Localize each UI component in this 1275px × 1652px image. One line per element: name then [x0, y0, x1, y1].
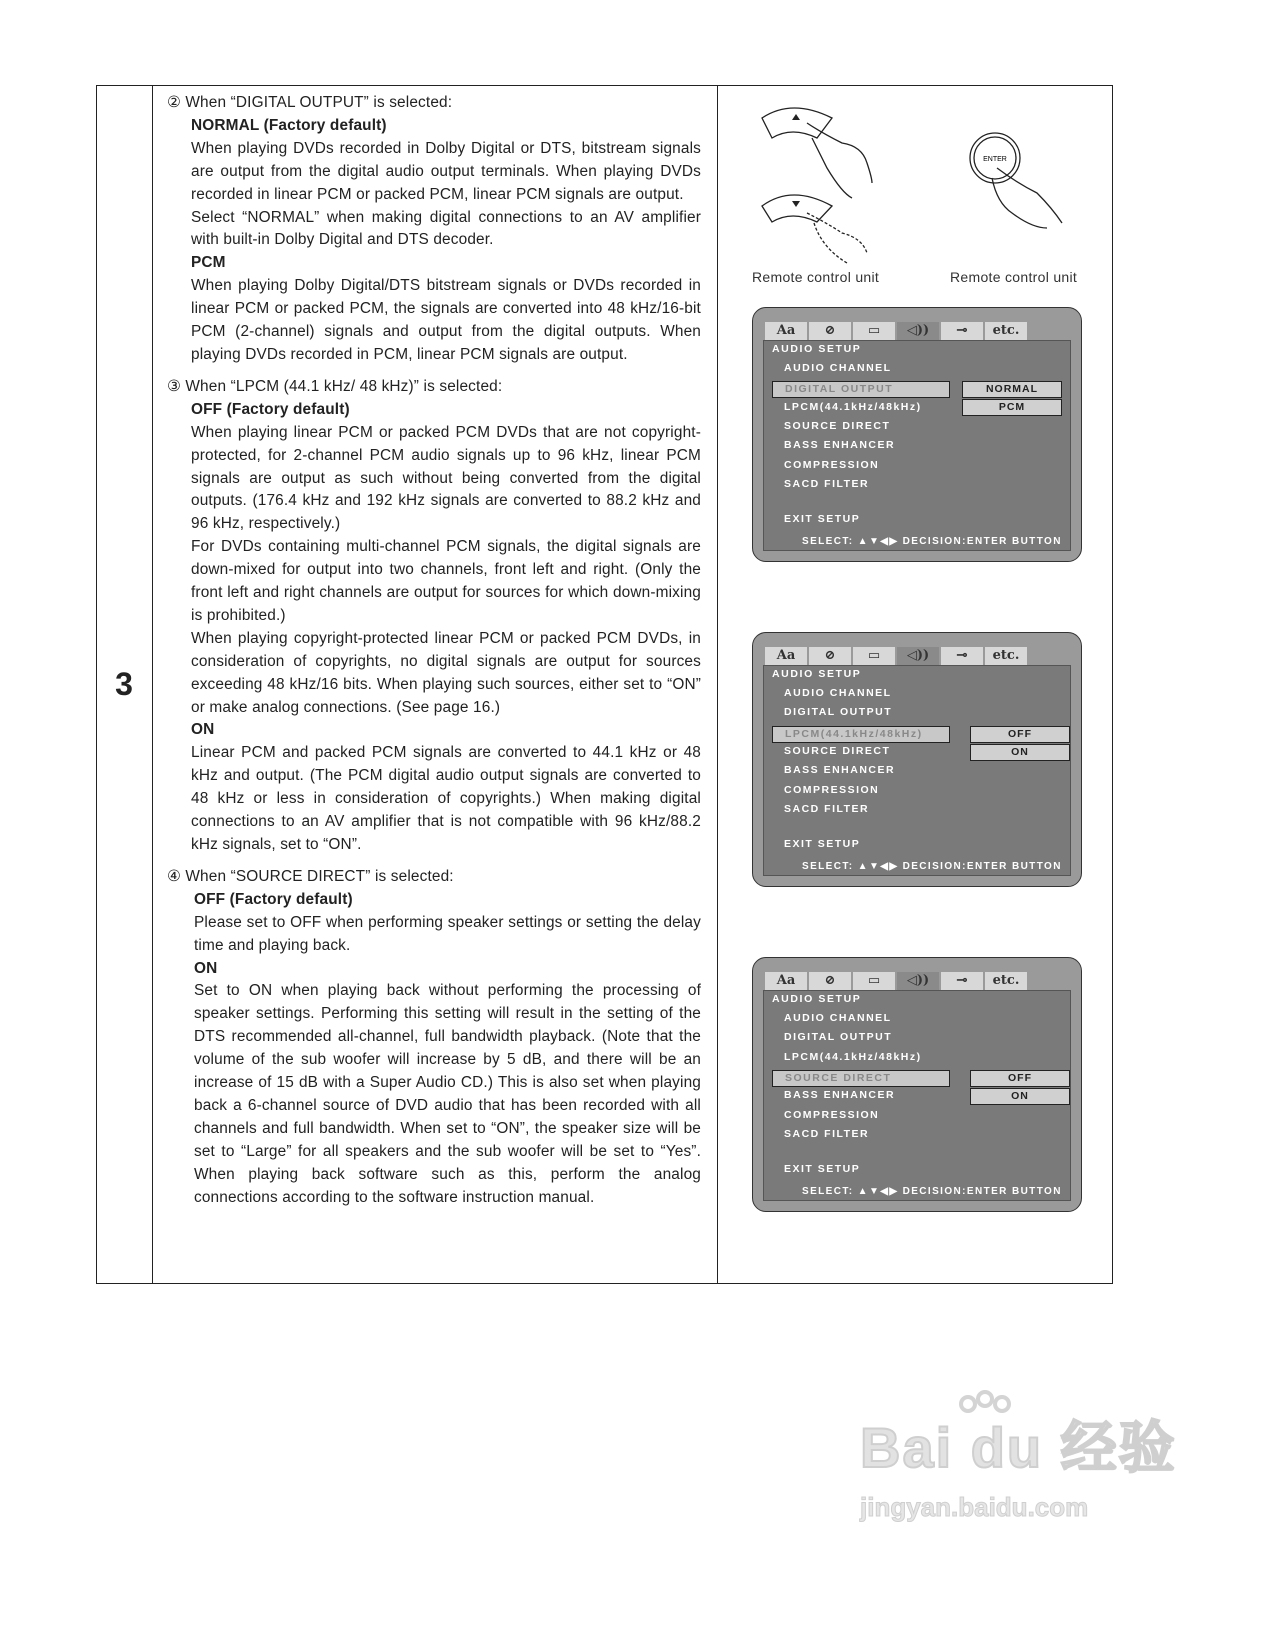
section — [167, 92, 701, 367]
osd-option[interactable]: OFF — [970, 1070, 1070, 1087]
osd-tab[interactable]: ⊘ — [809, 972, 851, 990]
osd-panel — [763, 665, 1071, 876]
section-body — [167, 889, 701, 1210]
option-label: NORMAL (Factory default) — [191, 116, 387, 134]
divider — [717, 86, 718, 1283]
osd-menu-item[interactable]: LPCM(44.1kHz/48kHz) — [784, 400, 922, 413]
osd-menu-item[interactable]: LPCM(44.1kHz/48kHz) — [772, 726, 950, 743]
osd-menu-item[interactable]: SACD FILTER — [784, 1127, 870, 1140]
osd-tab[interactable]: Aa — [765, 647, 807, 665]
remote-illustration — [752, 98, 1082, 268]
osd-tab[interactable]: etc. — [985, 972, 1027, 990]
osd-option[interactable]: ON — [970, 744, 1070, 761]
osd-menu-item[interactable]: AUDIO CHANNEL — [784, 362, 892, 374]
osd-menu-item[interactable]: SOURCE DIRECT — [784, 744, 891, 757]
osd-menu-item[interactable]: SOURCE DIRECT — [784, 419, 891, 432]
osd-option[interactable]: ON — [970, 1088, 1070, 1105]
option-label: ON — [194, 959, 218, 977]
osd-menu-item[interactable]: BASS ENHANCER — [784, 439, 896, 452]
osd-option[interactable]: PCM — [962, 399, 1062, 416]
osd-menu-item[interactable]: DIGITAL OUTPUT — [772, 381, 950, 398]
osd-menu-item[interactable]: COMPRESSION — [784, 458, 880, 471]
osd-panel — [763, 990, 1071, 1201]
osd-tabs — [765, 647, 1029, 667]
osd-menu-item[interactable]: COMPRESSION — [784, 1108, 880, 1121]
osd-screen — [752, 307, 1082, 562]
paragraph: When playing Dolby Digital/DTS bitstream signals or DVDs recorded in linear PCM or packed PCM, the signals are converted into 48 kHz/16-bit PCM (2-channel) signals and output from the digital outputs. When playing DVDs recorded in PCM, linear PCM signals are output. — [191, 277, 701, 363]
osd-option[interactable]: OFF — [970, 726, 1070, 743]
osd-title: AUDIO SETUP — [772, 993, 862, 1005]
section-heading: ③ When “LPCM (44.1 kHz/ 48 kHz)” is selected: — [167, 377, 503, 395]
osd-tabs — [765, 972, 1029, 992]
osd-exit[interactable]: EXIT SETUP — [784, 838, 861, 850]
osd-title: AUDIO SETUP — [772, 668, 862, 680]
option-label: OFF (Factory default) — [194, 890, 353, 908]
section-heading: ④ When “SOURCE DIRECT” is selected: — [167, 867, 454, 885]
section-heading: ② When “DIGITAL OUTPUT” is selected: — [167, 94, 453, 111]
osd-tab[interactable]: ◁)) — [897, 647, 939, 665]
paragraph: Select “NORMAL” when making digital connections to an AV amplifier with built-in Dolby Digital and DTS decoder. — [191, 208, 701, 249]
section-body — [167, 115, 701, 367]
osd-exit[interactable]: EXIT SETUP — [784, 1163, 861, 1175]
osd-menu-item[interactable]: SACD FILTER — [784, 477, 870, 490]
divider — [152, 86, 153, 1283]
osd-option[interactable]: NORMAL — [962, 381, 1062, 398]
paragraph: When playing DVDs recorded in Dolby Digital or DTS, bitstream signals are output from the digital audio output terminals. When playing DVDs recorded in linear PCM or packed PCM, linear PCM signals are output. — [191, 139, 701, 203]
watermark-brand: Bai du 经验 — [860, 1416, 1177, 1479]
remote-caption: Remote control unit — [752, 269, 880, 285]
enter-button-label: ENTER — [983, 156, 1007, 163]
osd-menu-item[interactable]: BASS ENHANCER — [784, 1089, 896, 1102]
osd-menu-item[interactable]: COMPRESSION — [784, 783, 880, 796]
osd-tabs — [765, 322, 1029, 342]
paragraph: Please set to OFF when performing speaker settings or setting the delay time and playing back. — [194, 913, 701, 954]
remote-caption: Remote control unit — [950, 269, 1078, 285]
section-body — [167, 399, 701, 857]
osd-tab[interactable]: etc. — [985, 322, 1027, 340]
option-label: ON — [191, 721, 215, 739]
osd-footer: SELECT: ▲▼◀▶ DECISION:ENTER BUTTON — [802, 536, 1062, 547]
osd-tab[interactable]: ⊘ — [809, 647, 851, 665]
osd-tab[interactable]: ▭ — [853, 647, 895, 665]
osd-tab[interactable]: ▭ — [853, 972, 895, 990]
option-label: PCM — [191, 254, 226, 272]
section — [167, 866, 701, 1210]
watermark-url: jingyan.baidu.com — [860, 1492, 1089, 1522]
osd-screen — [752, 632, 1082, 887]
paragraph: Set to ON when playing back without performing the processing of speaker settings. Performing this setting will result in the setting of the DTS recommended all-channel, full bandwidth playback. (Note that the volume of the sub woofer will increase by 5 dB, and there will be an increase of 15 dB with a Super Audio CD.) This is also set when playing back a 6-channel source of DVD audio that has been recorded with all channels and full bandwidth. When set to “ON”, the speaker size will be set to “Large” for all speakers and the sub woofer will be set to “Yes”. When playing back software such as this, perform the analog connections according to the software instruction manual. — [194, 982, 701, 1206]
step-number: 3 — [115, 666, 133, 702]
osd-tab[interactable]: ◁)) — [897, 322, 939, 340]
paragraph: When playing linear PCM or packed PCM DVDs that are not copyright-protected, for 2-channel PCM audio signals up to 96 kHz, linear PCM signals are output as such without being converted from the digital outputs. (176.4 kHz and 192 kHz signals are converted to 88.2 kHz and 96 kHz, respectively.) — [191, 423, 701, 533]
paragraph: For DVDs containing multi-channel PCM signals, the digital signals are down-mixed for output into two channels, front left and right. (Only the front left and right channels are output for sources for which down-mixing is prohibited.) — [191, 538, 701, 624]
instruction-text — [167, 92, 701, 1219]
osd-tab[interactable]: ⊸ — [941, 972, 983, 990]
paragraph: When playing copyright-protected linear PCM or packed PCM DVDs, in consideration of copyrights, no digital signals are output for sources exceeding 48 kHz/16 bits. When playing such sources, either set to “ON” or make analog connections. (See page 16.) — [191, 629, 701, 716]
osd-tab[interactable]: ◁)) — [897, 972, 939, 990]
osd-tab[interactable]: Aa — [765, 972, 807, 990]
baidu-watermark — [860, 1390, 1177, 1530]
osd-menu-item[interactable]: SOURCE DIRECT — [772, 1070, 950, 1087]
osd-tab[interactable]: ⊸ — [941, 647, 983, 665]
osd-menu-item[interactable]: LPCM(44.1kHz/48kHz) — [784, 1050, 922, 1063]
osd-menu-item[interactable]: DIGITAL OUTPUT — [784, 1031, 893, 1044]
option-label: OFF (Factory default) — [191, 400, 350, 418]
osd-title: AUDIO SETUP — [772, 343, 862, 355]
osd-tab[interactable]: etc. — [985, 647, 1027, 665]
osd-menu-item[interactable]: BASS ENHANCER — [784, 764, 896, 777]
osd-screen — [752, 957, 1082, 1212]
paw-icon — [950, 1390, 1020, 1418]
content-table — [96, 85, 1113, 1284]
paragraph: Linear PCM and packed PCM signals are converted to 44.1 kHz or 48 kHz and output. (The PCM digital audio output signals are converted to 48 kHz or less in consideration of copyrights.) When making digital connections to an AV amplifier that is not compatible with 96 kHz/88.2 kHz signals, set to “ON”. — [191, 744, 701, 853]
osd-exit[interactable]: EXIT SETUP — [784, 513, 861, 525]
osd-tab[interactable]: Aa — [765, 322, 807, 340]
osd-menu-item[interactable]: AUDIO CHANNEL — [784, 687, 892, 699]
osd-menu-item[interactable]: DIGITAL OUTPUT — [784, 706, 893, 719]
section — [167, 376, 701, 857]
osd-tab[interactable]: ⊘ — [809, 322, 851, 340]
osd-menu-item[interactable]: SACD FILTER — [784, 802, 870, 815]
osd-tab[interactable]: ⊸ — [941, 322, 983, 340]
osd-tab[interactable]: ▭ — [853, 322, 895, 340]
osd-footer: SELECT: ▲▼◀▶ DECISION:ENTER BUTTON — [802, 1186, 1062, 1197]
osd-panel — [763, 340, 1071, 551]
osd-footer: SELECT: ▲▼◀▶ DECISION:ENTER BUTTON — [802, 861, 1062, 872]
osd-menu-item[interactable]: AUDIO CHANNEL — [784, 1012, 892, 1024]
